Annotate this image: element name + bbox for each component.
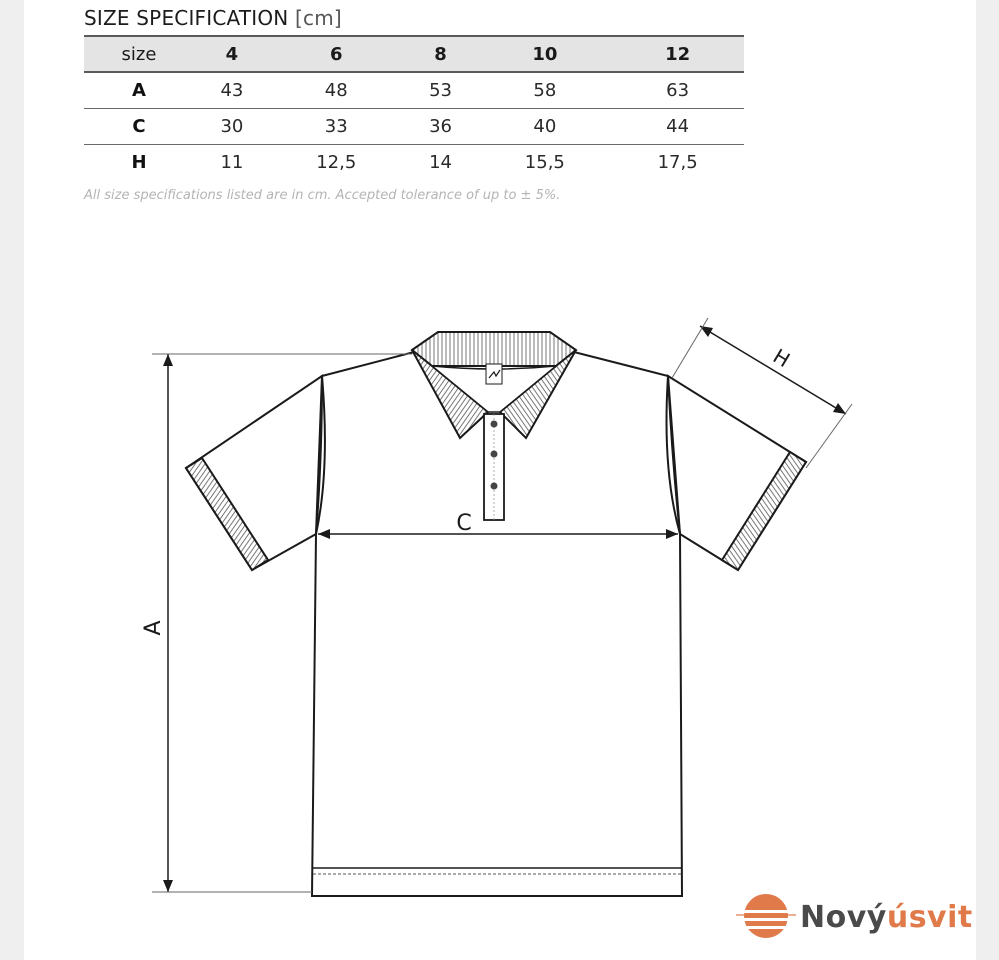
table-cell: 33 — [270, 108, 403, 144]
column-header: 6 — [270, 36, 403, 72]
column-header: 12 — [611, 36, 744, 72]
table-cell: 36 — [403, 108, 479, 144]
collar-band — [412, 332, 576, 366]
dimension-h-label: H — [768, 343, 795, 373]
arrowhead — [163, 880, 173, 892]
sunrise-icon — [736, 892, 796, 944]
spec-unit: [cm] — [295, 6, 342, 30]
dimension-a-label: A — [141, 620, 166, 636]
brand-name-part1: Nový — [800, 900, 887, 935]
table-cell: 43 — [194, 72, 270, 108]
spec-title: SIZE SPECIFICATION — [84, 6, 289, 30]
arrowhead — [833, 403, 846, 414]
table-cell: 63 — [611, 72, 744, 108]
button — [491, 421, 498, 428]
table-cell: 48 — [270, 72, 403, 108]
brand-logo — [736, 892, 973, 946]
button — [491, 483, 498, 490]
table-cell: 14 — [429, 151, 452, 173]
extension-line — [806, 404, 852, 468]
brand-name-part2: úsvit — [886, 900, 973, 935]
table-cell: 58 — [478, 72, 611, 108]
dimension-c-label: C — [456, 511, 472, 536]
table-cell: 11 — [220, 151, 244, 173]
table-cell: 12,5 — [316, 151, 357, 173]
row-label: C — [84, 108, 194, 144]
column-header: size — [84, 36, 194, 72]
table-cell: 40 — [478, 108, 611, 144]
arrowhead — [163, 354, 173, 366]
extension-line — [672, 318, 708, 378]
column-header: 10 — [478, 36, 611, 72]
row-label: H — [131, 151, 147, 173]
dimension-h-line — [700, 326, 846, 414]
label-tag — [486, 364, 502, 384]
table-cell: 44 — [611, 108, 744, 144]
table-cell: 15,5 — [524, 151, 565, 173]
row-label: A — [84, 72, 194, 108]
column-header: 4 — [194, 36, 270, 72]
brand-name — [800, 900, 973, 935]
column-header: 8 — [403, 36, 479, 72]
table-cell: 30 — [194, 108, 270, 144]
table-cell: 17,5 — [657, 151, 698, 173]
button — [491, 451, 498, 458]
tolerance-note: All size specifications listed are in cm. Accepted tolerance of up to ± 5%. — [84, 188, 561, 203]
table-cell: 53 — [403, 72, 479, 108]
